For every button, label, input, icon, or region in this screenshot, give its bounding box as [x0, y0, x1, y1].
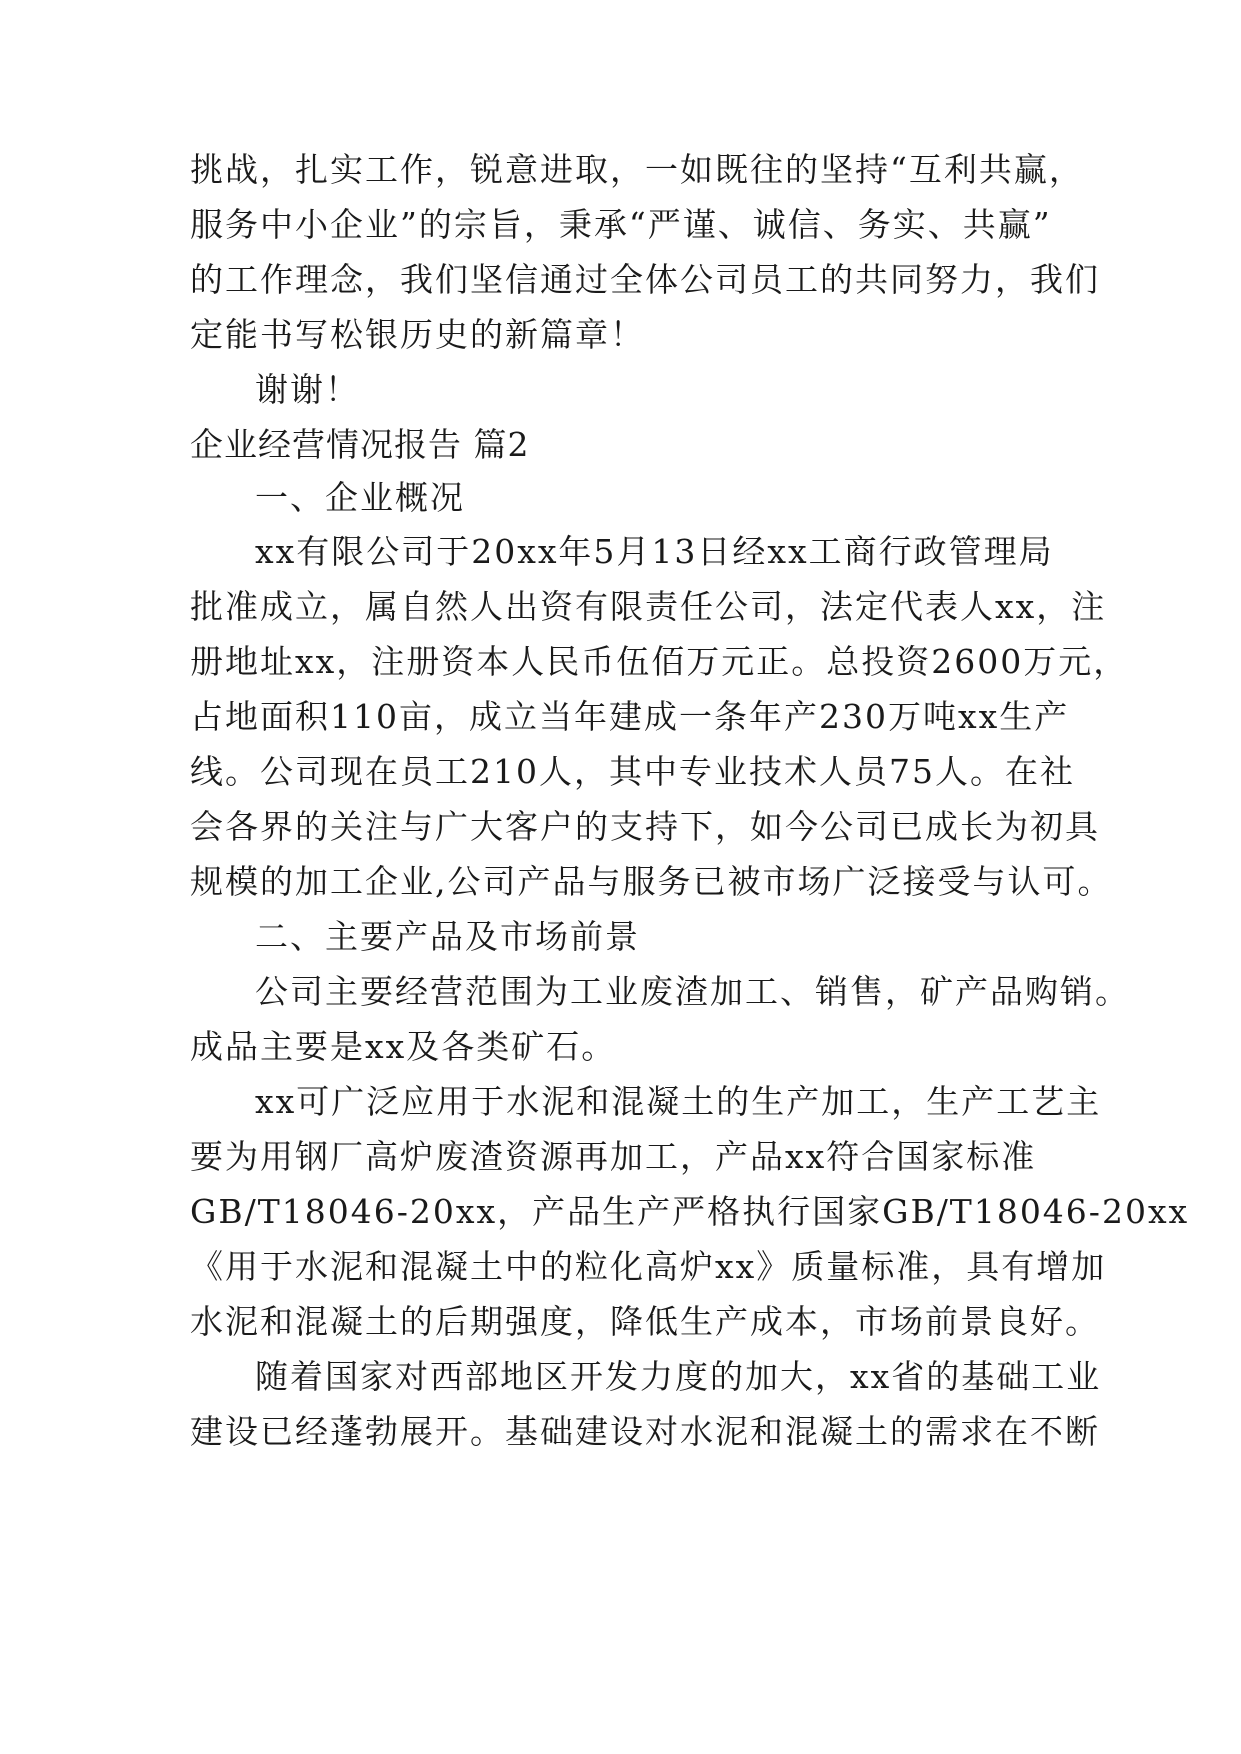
paragraph-line: 建设已经蓬勃展开。基础建设对水泥和混凝土的需求在不断 [190, 1412, 1100, 1451]
paragraph-line: 挑战，扎实工作，锐意进取，一如既往的坚持“互利共赢， [190, 150, 1084, 189]
paragraph-line: 要为用钢厂高炉废渣资源再加工，产品xx符合国家标准 [190, 1137, 1037, 1176]
paragraph-line: 《用于水泥和混凝土中的粒化高炉xx》质量标准，具有增加 [190, 1247, 1107, 1286]
thanks-line: 谢谢！ [255, 370, 360, 409]
paragraph-line: 规模的加工企业,公司产品与服务已被市场广泛接受与认可。 [190, 862, 1113, 901]
paragraph-line: 批准成立，属自然人出资有限责任公司，法定代表人xx，注 [190, 587, 1107, 626]
paragraph-line: xx可广泛应用于水泥和混凝土的生产加工，生产工艺主 [255, 1082, 1102, 1121]
paragraph-line: xx有限公司于20xx年5月13日经xx工商行政管理局 [255, 532, 1054, 571]
paragraph-line: 成品主要是xx及各类矿石。 [190, 1027, 617, 1066]
subheading-overview: 一、企业概况 [255, 478, 465, 517]
subheading-products: 二、主要产品及市场前景 [255, 917, 640, 956]
paragraph-line: 公司主要经营范围为工业废渣加工、销售，矿产品购销。 [255, 972, 1130, 1011]
paragraph-line: 服务中小企业”的宗旨，秉承“严谨、诚信、务实、共赢” [190, 205, 1052, 244]
paragraph-line: 水泥和混凝土的后期强度，降低生产成本，市场前景良好。 [190, 1302, 1100, 1341]
paragraph-line: GB/T18046-20xx，产品生产严格执行国家GB/T18046-20xx [190, 1192, 1190, 1231]
paragraph-line: 的工作理念，我们坚信通过全体公司员工的共同努力，我们 [190, 260, 1100, 299]
paragraph-line: 线。公司现在员工210人，其中专业技术人员75人。在社 [190, 752, 1075, 791]
paragraph-line: 定能书写松银历史的新篇章！ [190, 315, 645, 354]
paragraph-line: 册地址xx，注册资本人民币伍佰万元正。总投资2600万元， [190, 642, 1129, 681]
section-title: 企业经营情况报告 篇2 [190, 425, 530, 464]
paragraph-line: 随着国家对西部地区开发力度的加大，xx省的基础工业 [255, 1357, 1102, 1396]
paragraph-line: 占地面积110亩，成立当年建成一条年产230万吨xx生产 [190, 697, 1070, 736]
paragraph-line: 会各界的关注与广大客户的支持下，如今公司已成长为初具 [190, 807, 1100, 846]
